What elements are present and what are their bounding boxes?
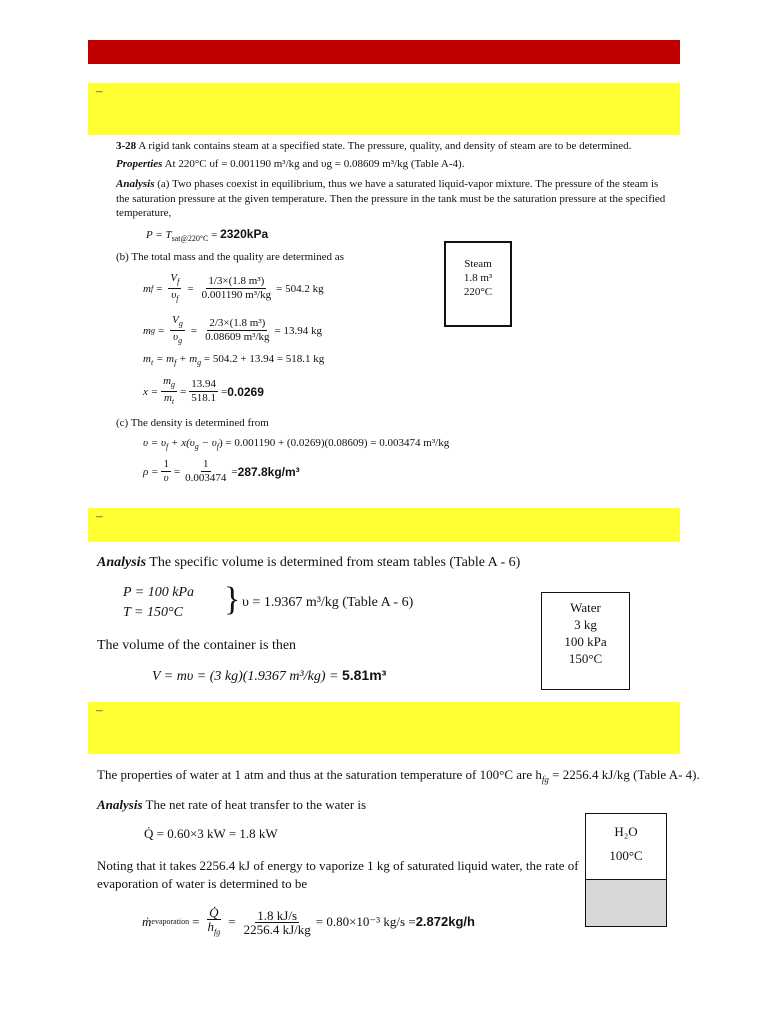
mg-lhs-sub: g: [150, 326, 155, 336]
rho-frac1-den: υ: [163, 472, 169, 484]
mf-frac1-den-sub: f: [176, 294, 179, 304]
mf-frac1-num: V: [170, 272, 178, 284]
m-lhs: ṁ: [142, 914, 152, 930]
volume-text: The volume of the container is then: [97, 638, 297, 653]
evaporation-result: 2.872kg/h: [415, 914, 475, 930]
header-bar: [88, 40, 680, 64]
mt-term-1-sub: f: [174, 358, 177, 368]
mg-frac1: [170, 314, 185, 347]
m-frac2-den: 2256.4 kJ/kg: [243, 921, 311, 937]
v-eq-4: ) = 0.001190 + (0.0269)(0.08609) = 0.003474 m³/kg: [219, 437, 450, 449]
mt-lhs-sub: t: [150, 358, 154, 368]
analysis-line-1: [116, 178, 658, 191]
properties-text: At 220°C υf = 0.001190 m³/kg and υg = 0.08609 m³/kg (Table A-4).: [164, 158, 465, 170]
tank-volume: 1.8 m³: [463, 272, 493, 284]
mg-frac1-num: V: [172, 314, 179, 326]
properties-text-2: = 2256.4 kJ/kg (Table A- 4).: [548, 767, 700, 782]
container-label: Water: [570, 600, 601, 615]
container-temperature: 150°C: [568, 651, 603, 666]
volume-equation: [152, 667, 386, 685]
specific-volume-result: υ = 1.9367 m³/kg (Table A - 6): [242, 595, 414, 610]
banner-dash: –: [96, 508, 103, 523]
m-frac1-den: h: [207, 919, 214, 934]
p-eq-sub: sat@220°C: [171, 234, 209, 244]
rho-frac1-num: 1: [163, 458, 169, 470]
rho-frac2-num: 1: [203, 458, 209, 470]
mt-equation: [143, 353, 324, 367]
v-eq-1: υ = υ: [143, 437, 167, 449]
analysis-text: The specific volume is determined from steam tables (Table A - 6): [149, 555, 521, 570]
problem3-banner: [88, 702, 680, 754]
container-pressure: 100 kPa: [564, 634, 607, 649]
quality-result: 0.0269: [227, 384, 264, 399]
v-eq-sub3: f: [216, 442, 220, 452]
v-eq-2: + x(υ: [168, 437, 195, 449]
x-lhs: x =: [143, 385, 159, 398]
mt-lhs: m: [143, 353, 151, 365]
v-eq-sub1: f: [166, 442, 169, 452]
container-mass: 3 kg: [574, 617, 597, 632]
properties-text: The properties of water at 1 atm and thus at the saturation temperature of 100°C are h: [97, 767, 542, 782]
density-equation: ρ = $\frac{1}{\upsilon}$ = $\frac{1}{0.003474}$ = 287.8kg/m³: [143, 458, 300, 484]
banner-dash: –: [96, 83, 103, 98]
x-frac2-num: 13.94: [191, 378, 216, 391]
m-frac1: [206, 906, 223, 939]
analysis-line: [97, 554, 520, 571]
volume-equation-text: V = mυ = (3 kg)(1.9367 m³/kg) =: [152, 669, 342, 684]
x-frac1-den-sub: t: [171, 397, 175, 407]
note-line-2: evaporation of water is determined to be: [97, 876, 308, 891]
analysis-line-2: the saturation pressure at the given temperature. Then the pressure in the tank must be the saturation pressure at the specified: [116, 193, 666, 205]
part-b-text: (b) The total mass and the quality are determined as: [116, 251, 344, 263]
x-frac2: [189, 378, 218, 405]
steam-tank-diagram: [444, 241, 512, 327]
quality-equation: x = $\frac{m_g}{m_t}$ = $\frac{13.94}{518.1}$ = 0.0269: [143, 375, 264, 407]
mt-term-2: + m: [176, 353, 198, 365]
mt-term-1: = m: [153, 353, 175, 365]
specific-volume-equation: [143, 437, 449, 451]
mf-frac1: [168, 272, 181, 305]
analysis-line: [97, 797, 366, 813]
analysis-label: Analysis: [97, 797, 143, 812]
pressure-result: 2320kPa: [220, 227, 269, 241]
mg-frac1-den-sub: g: [178, 336, 183, 346]
mf-equation: m f = $\frac{V_f}{\upsilon_f}$ = $\frac{\text{1/3×(1.8 m³)}}{\text{0.001190 m³/kg}}$ = 504.2 kg: [143, 272, 324, 304]
analysis-text: (a) Two phases coexist in equilibrium, thus we have a saturated liquid-vapor mixture. The pressure of the steam is: [157, 178, 659, 190]
mg-equation: m g = $\frac{V_g}{\upsilon_g}$ = $\frac{\text{2/3×(1.8 m³)}}{\text{0.08609 m³/kg}}$ = 13.94 kg: [143, 314, 323, 346]
analysis-label: Analysis: [116, 178, 155, 190]
x-frac1-num-sub: g: [171, 380, 176, 390]
properties-line: [116, 158, 464, 171]
mg-frac1-num-sub: g: [178, 319, 183, 329]
mt-term-2-sub: g: [197, 358, 202, 368]
mf-frac1-den: υ: [171, 289, 177, 302]
mf-frac1-num-sub: f: [177, 277, 180, 287]
x-frac1: [161, 375, 177, 408]
properties-line: [97, 767, 700, 788]
problem-number: 3-28: [116, 140, 137, 152]
v-eq-sub2: g: [194, 442, 199, 452]
brace: }: [224, 581, 241, 618]
m-lhs-sub: evaporation: [151, 917, 190, 927]
problem1-banner: [88, 83, 680, 135]
m-mid: = 0.80×10⁻³ kg/s =: [315, 914, 416, 930]
volume-result: 5.81m³: [341, 667, 387, 683]
mf-frac2-num: 1/3×(1.8 m³): [208, 275, 265, 288]
density-result: 287.8kg/m³: [237, 464, 300, 479]
pressure-given: P = 100 kPa: [123, 585, 195, 600]
rho-frac1: [161, 458, 171, 485]
mf-result: = 504.2 kg: [276, 282, 324, 295]
problem2-banner: [88, 508, 680, 542]
water-pot-diagram: [585, 813, 667, 927]
p-eq-equals: =: [208, 229, 221, 241]
x-frac1-den: m: [163, 392, 172, 405]
v-eq-3: − υ: [198, 437, 217, 449]
tank-temperature: 220°C: [463, 286, 493, 298]
part-c-text: (c) The density is determined from: [116, 417, 269, 429]
tank-label: Steam: [464, 258, 492, 270]
problem1-title: [116, 140, 631, 153]
mf-frac2: [200, 275, 274, 302]
pressure-equation: [146, 227, 268, 243]
analysis-label: Analysis: [97, 555, 147, 570]
properties-label: Properties: [116, 158, 163, 170]
pot-temperature: 100°C: [609, 848, 643, 863]
mg-lhs: m: [143, 324, 151, 337]
banner-dash: –: [96, 702, 103, 717]
liquid-fill: [586, 879, 666, 926]
analysis-line-3: temperature,: [116, 207, 172, 219]
p-eq-lhs: P = T: [146, 229, 172, 241]
pot-label: H₂O: [614, 824, 638, 839]
properties-sub: fg: [541, 774, 549, 785]
mg-frac2-num: 2/3×(1.8 m³): [209, 317, 266, 330]
analysis-text: The net rate of heat transfer to the water is: [145, 797, 367, 812]
mg-result: = 13.94 kg: [274, 324, 323, 337]
rho-frac2: [183, 458, 228, 485]
x-equals: =: [220, 385, 228, 398]
rho-lhs: ρ =: [143, 465, 159, 478]
m-frac2: [242, 909, 313, 936]
rho-frac2-den: 0.003474: [185, 472, 227, 484]
m-frac2-num: 1.8 kJ/s: [257, 907, 298, 923]
x-frac2-den: 518.1: [191, 392, 216, 405]
mf-frac2-den: 0.001190 m³/kg: [201, 289, 272, 302]
heat-transfer-equation: Q̇ = 0.60×3 kW = 1.8 kW: [144, 826, 278, 841]
mg-frac1-den: υ: [173, 331, 179, 344]
temperature-given: T = 150°C: [123, 605, 183, 620]
evaporation-equation: ṁ evaporation = $\frac{Q̇}{h_{fg}}$ = $\frac{1.8 kJ/s}{2256.4 kJ/kg}$ = 0.80×10⁻³ kg/s = 2.872kg/h: [142, 905, 475, 937]
note-line-1: Noting that it takes 2256.4 kJ of energy to vaporize 1 kg of saturated liquid water, the rate of: [97, 858, 579, 873]
mf-lhs: m: [143, 282, 151, 295]
x-frac1-num: m: [163, 375, 172, 387]
m-frac1-num: Q̇: [209, 905, 219, 920]
mg-frac2: [203, 317, 271, 344]
m-frac1-den-sub: fg: [214, 927, 221, 937]
mf-lhs-sub: f: [150, 284, 154, 294]
mt-rest: = 504.2 + 13.94 = 518.1 kg: [201, 353, 325, 365]
problem-statement: A rigid tank contains steam at a specified state. The pressure, quality, and density of steam are to be determined.: [138, 140, 632, 152]
water-container-diagram: [541, 592, 630, 690]
rho-equals: =: [231, 465, 238, 478]
mg-frac2-den: 0.08609 m³/kg: [205, 331, 270, 344]
